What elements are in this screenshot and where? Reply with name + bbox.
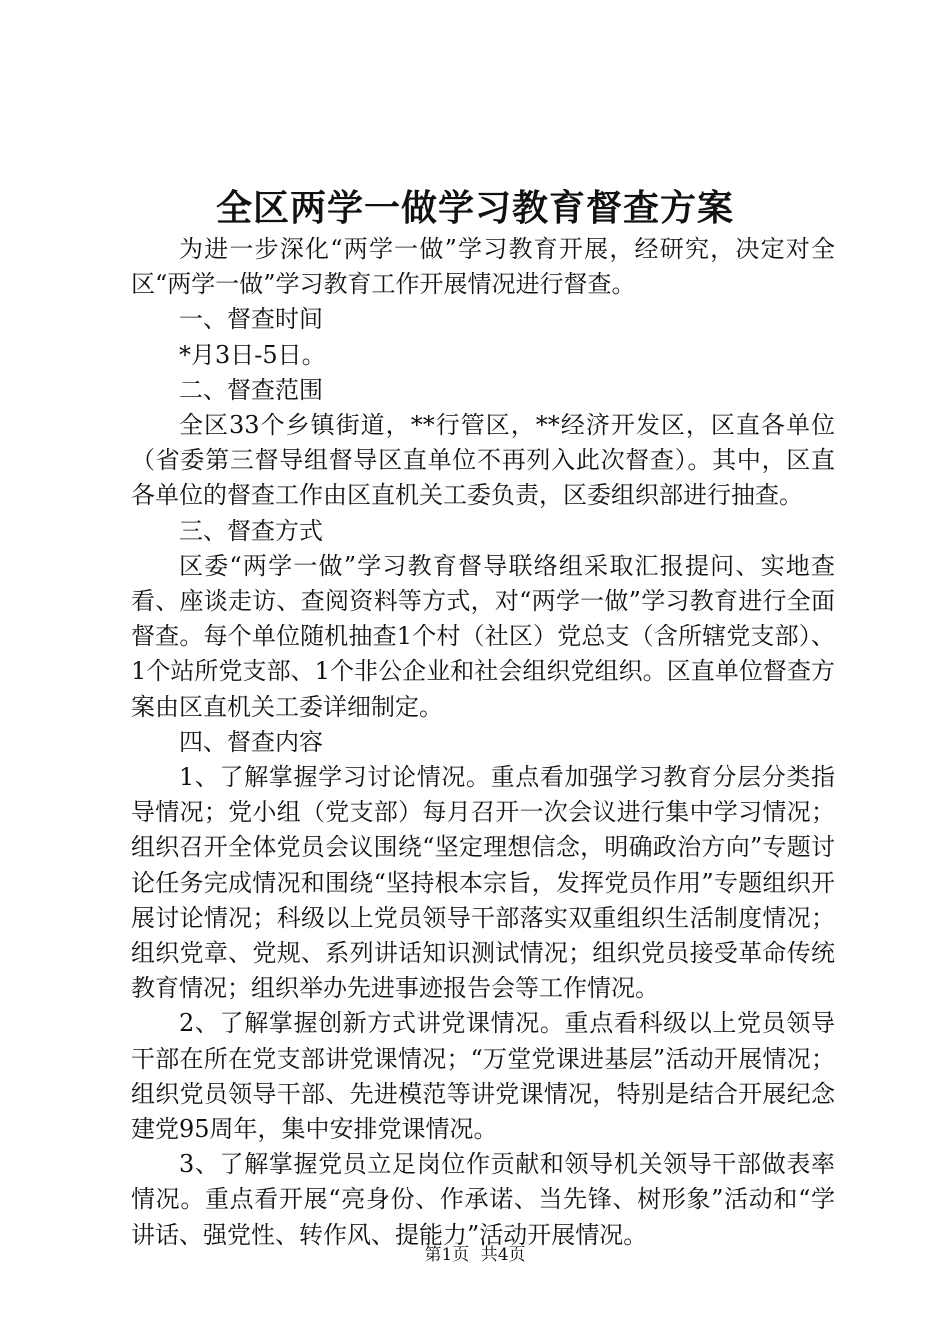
content-item-2: 2、了解掌握创新方式讲党课情况。重点看科级以上党员领导干部在所在党支部讲党课情况；“万堂党课进基层”活动开展情况；组织党员领导干部、先进模范等讲党课情况，特别是结合开展纪念建党95周年，集中安排党课情况。 xyxy=(131,1009,835,1144)
time-paragraph: *月3日-5日。 xyxy=(179,340,326,369)
intro-paragraph: 为进一步深化“两学一做”学习教育开展，经研究，决定对全区“两学一做”学习教育工作开展情况进行督查。 xyxy=(131,235,835,299)
section-heading-time: 一、督查时间 xyxy=(179,305,323,334)
document-title: 全区两学一做学习教育督查方案 xyxy=(215,187,734,229)
section-heading-content: 四、督查内容 xyxy=(179,727,323,756)
method-paragraph: 区委“两学一做”学习教育督导联络组采取汇报提问、实地查看、座谈走访、查阅资料等方式，对“两学一做”学习教育进行全面督查。每个单位随机抽查1个村（社区）党总支（含所辖党支部）、1个站所党支部、1个非公企业和社会组织党组织。区直单位督查方案由区直机关工委详细制定。 xyxy=(131,551,835,721)
section-heading-scope: 二、督查范围 xyxy=(179,375,323,404)
document-body xyxy=(131,232,835,1253)
page-footer: 第1页 共4页 xyxy=(424,1245,526,1265)
content-item-3: 3、了解掌握党员立足岗位作贡献和领导机关领导干部做表率情况。重点看开展“亮身份、作承诺、当先锋、树形象”活动和“学讲话、强党性、转作风、提能力”活动开展情况。 xyxy=(131,1150,835,1249)
section-heading-method: 三、督查方式 xyxy=(179,516,323,545)
content-item-1: 1、了解掌握学习讨论情况。重点看加强学习教育分层分类指导情况；党小组（党支部）每月召开一次会议进行集中学习情况；组织召开全体党员会议围绕“坚定理想信念，明确政治方向”专题讨论任务完成情况和围绕“坚持根本宗旨，发挥党员作用”专题组织开展讨论情况；科级以上党员领导干部落实双重组织生活制度情况；组织党章、党规、系列讲话知识测试情况；组织党员接受革命传统教育情况；组织举办先进事迹报告会等工作情况。 xyxy=(131,763,835,1003)
scope-paragraph: 全区33个乡镇街道，**行管区，**经济开发区，区直各单位（省委第三督导组督导区直单位不再列入此次督查）。其中，区直各单位的督查工作由区直机关工委负责，区委组织部进行抽查。 xyxy=(131,411,835,510)
